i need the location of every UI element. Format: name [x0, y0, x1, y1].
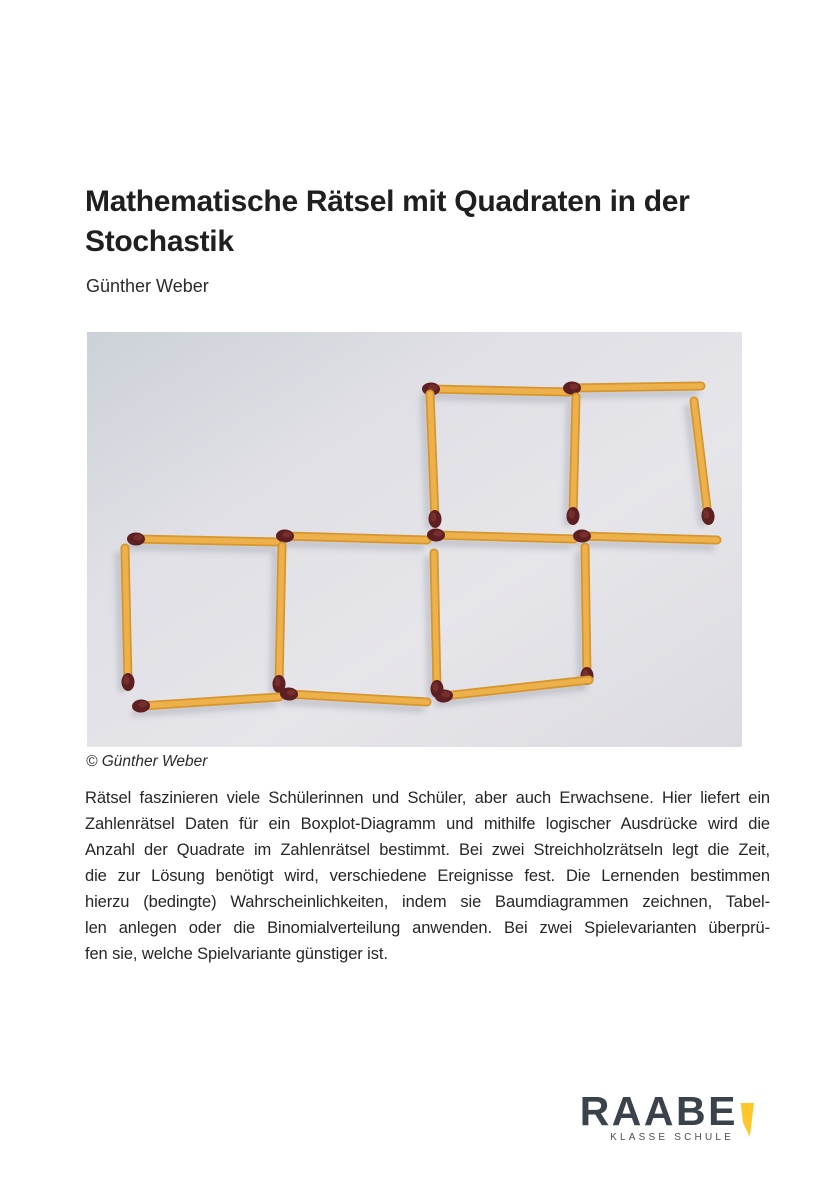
paragraph-line: Rätsel faszinieren viele Schülerinnen und Schüler, aber auch Erwachsene. Hier liefert ein — [85, 789, 770, 807]
raabe-logo — [579, 1088, 754, 1143]
raabe-logo-tagline: KLASSE SCHULE — [610, 1132, 734, 1143]
author-name: Günther Weber — [86, 276, 209, 296]
page-title-line: Stochastik — [85, 225, 234, 259]
intro-paragraph — [85, 789, 770, 971]
paragraph-line: Anzahl der Quadrate im Zahlenrätsel bestimmt. Bei zwei Streichholzrätseln legt die Zeit, — [85, 841, 770, 859]
paragraph-line: len anlegen oder die Binomialverteilung anwenden. Bei zwei Spielevarianten überprü- — [85, 919, 770, 937]
paragraph-line: Zahlenrätsel Daten für ein Boxplot-Diagramm und mithilfe logischer Ausdrücke wird die — [85, 815, 770, 833]
page-title-line: Mathematische Rätsel mit Quadraten in der — [85, 185, 690, 219]
paragraph-line: die zur Lösung benötigt wird, verschiedene Ereignisse fest. Die Lernenden bestimmen — [85, 867, 770, 885]
paragraph-line: fen sie, welche Spielvariante günstiger ist. — [85, 945, 388, 963]
matchstick-photo — [87, 332, 742, 747]
photo-credit: © Günther Weber — [86, 753, 208, 770]
raabe-logo-text: RAABE — [579, 1088, 738, 1134]
page-title — [85, 182, 775, 262]
raabe-logo-wordmark — [579, 1088, 754, 1137]
article-photo — [87, 332, 742, 747]
paragraph-line: hierzu (bedingte) Wahrscheinlichkeiten, indem sie Baumdiagrammen zeichnen, Tabel- — [85, 893, 770, 911]
